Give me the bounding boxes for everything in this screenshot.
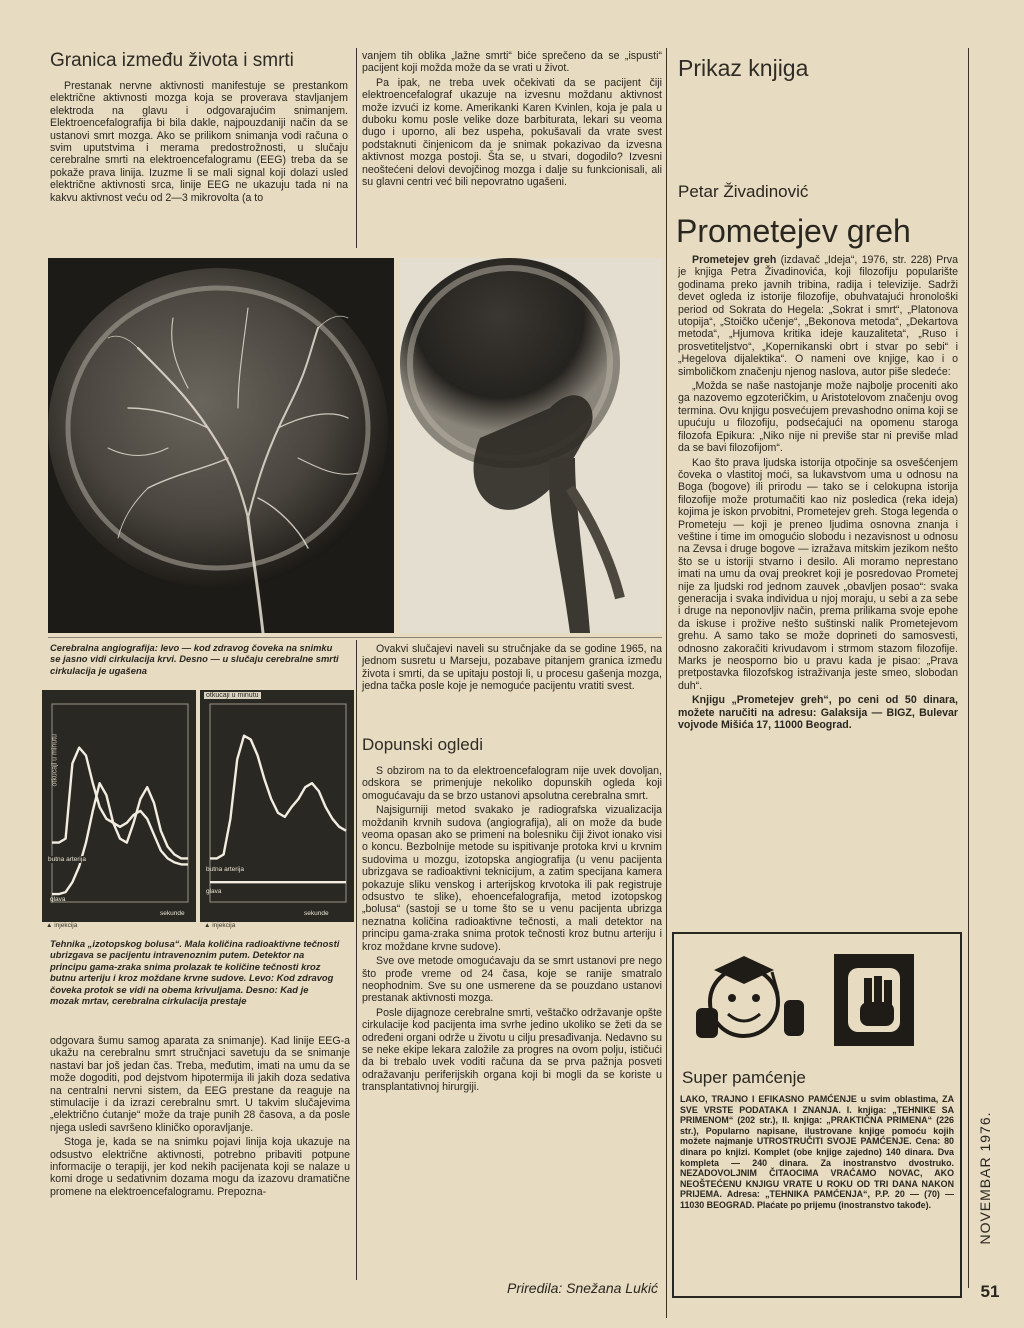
paragraph: Kao što prava ljudska istorija otpočinje sa osvešćenjem čoveka o vlastitoj moći, sa lukavstvom uma u odnosu na Boga (bogove) ili prirodu — tako se i celokupna istorija filozofije može protumačiti kao niz posledica (reka ideja) kojima je iskon prvobitni, Prometejev greh. Stoga legenda o Prometeju — koji je preneo ljudima osnovna znanja i veštine i time im omogućio slobodu i nezavisnost u odnosu na Zevsa i druge bogove — izražava mitskim jezikom nešto što se u istoriji stvarno i desilo. Ali moramo neprestano imati na umu da ovaj preokret koji je posredovao Prometej nije za ljudski rod jednom zauvek „obavljen posao“: svaka generacija i svaka individua u njoj moraju, u sebi a za sebe i druge na neponovljiv način, prema prilikama svoje epohe da iskuse i proživе nešto suštinski nalik Prometejevom grehu. A samo tako se može doprinetі do samosvesti, odnosno zakoračiti krivudavom i strmom stazom filozofije. Marks je neosporno bio u pravu kada je pisao: „Prava pretpostavka filozofskog istraživanja jeste smeo, slobodan duh“. [678, 456, 958, 692]
paragraph: Sve ove metode omogućavaju da se smrt ustanovi pre nego što prođe vreme od 24 časa, koje se ranije smatralo neophodnim. Sve su one usmerene da se pouzdano ustanovi prestanak aktivnosti mozga. [362, 955, 662, 1005]
chart-series-label: butna arterija [206, 866, 244, 873]
paragraph [678, 254, 958, 378]
section-title: Prikaz knjiga [678, 55, 809, 81]
byline: Priredila: Snežana Lukić [507, 1280, 658, 1296]
chart-xlabel: sekunde [160, 910, 185, 917]
column-rule [356, 48, 357, 248]
chart-series-label: butna arterija [48, 856, 86, 863]
column-rule [356, 640, 357, 1280]
chart-ylabel: otkucaji u minutu [206, 692, 259, 699]
skull-nonfilling-illustration [400, 258, 662, 633]
angiography-photo-healthy [48, 258, 394, 633]
paragraph-text: (izdavač „Ideja“, 1976, str. 228) Prva je knjiga Petra Živadinovića, koji filozofiju popularište godinama preko javnih tribina, radija i televizije. Sadrži devet ogleda iz istorije filozofije, obuhvatajući hronološki period od Sokrata do Hegela: „Sokrat i smrt“, „Platonova utopija“, „Stoičko učenje“, „Bekonova metoda“, „Dekartova metoda“, „Hjumova kritika ideje kauzaliteta“, „Ruso i prosvetiteljstvo“, „Kopernikanski obrt i stvar po sebi“ i „Hegelova dijalektika“. O nameni ove knjige, kao i o simboličkom značenju njenog naslova, autor piše sledeće: [678, 254, 958, 378]
issue-date: NOVEMBAR 1976. [977, 1111, 993, 1245]
photo-divider [48, 637, 662, 638]
skull-angiogram-illustration [48, 258, 394, 633]
col2-bottom-text-b [362, 765, 662, 1096]
section-subhead: Dopunski ogledi [362, 735, 483, 754]
chart-injection-label: ▲ injekcija [204, 922, 236, 929]
col2-top-text [362, 50, 662, 190]
col2-bottom-text-a [362, 643, 662, 695]
chart-series-label: glava [50, 896, 66, 903]
chart-ylabel: otkucaji u minutu [51, 733, 59, 787]
chart-xlabel: sekunde [304, 910, 329, 917]
order-info: Knjigu „Prometejev greh“, po ceni od 50 dinara, možete naručiti na adresu: Galaksija — BIGZ, Bulevar vojvode Mišića 17, 11000 Beograd. [678, 694, 958, 732]
paragraph: vanjem tih oblika „lažne smrti“ biće sprečeno da se „ispusti“ pacijent koji možda može da se vrati u život. [362, 50, 662, 75]
photo-caption: Cerebralna angiografija: levo — kod zdravog čoveka na snimku se jasno vidi cirkulacija krvi. Desno — u slučaju cerebralne smrti cirkulacija je ugašena [50, 642, 339, 676]
ad-box [672, 932, 962, 1298]
paragraph: Pa ipak, ne treba uvek očekivati da se pacijent čiji elektroencefalograf ukazuje na izvesnu moždanu aktivnost može izvući iz kome. Amerikanki Karen Kvinlen, koja je pala u duboku komu posle velike doze barbiturata, lekari su veoma dugo i uporno, ali bez uspeha, pokušavali da vrate svest podstaknuti činjenicom da je snimak pokazivao da izvesna aktivnost mozga postoji. Šta se, u stvari, dogodilo? Izvesni neoštećeni delovi devojčinog mozga i dalje su funkcionisali, ali su glavni centri već bili nepovratno ugašeni. [362, 76, 662, 189]
paragraph: odgovara šumu samog aparata za snimanje). Kad linije EEG-a ukažu na cerebralnu smrt stručnjaci savetuju da se snimanje nastavi bar još jedan čas. Treba, međutim, imati na umu da se može dogoditi, pod dejstvom hipotermija ili jakih doza sedativa na centralni nervni sistem, da EEG prestane da reaguje na stimulacije i da izrazi cerebralnu smrt. U takvim slučajevima „električno ćutanje“ može da traje punih 28 časova, a da posle njega usledi savršeno kliničko oporavljanje. [50, 1035, 350, 1134]
paragraph: Najsigurniji metod svakako je radiografska vizualizacija moždanih krvnih sudova (angiografija), ali on može da bude veoma opasan ako se primeni na bolesniku čiji život ionako visi o koncu. Bezbolnije metode su ispitivanje protoka krvi u krvnim sudovima u mozgu, izotopska angiografija (u venu pacijenta ubrizgava se radioaktivni teknicijum, a zatim specijana kamera pokazuje sliku venskog i arterijskog krvotoka ili pak registruje odsustvo te slike), ehoencefalografija, metod izotopskog „bolusa“ (sastoji se u tome što se u venu pacijenta ubrizga neznatna količina radioaktivne tečnosti, a mali detektor na principu gama-zraka snima protok tečnosti kroz butnu arteriju i kroz moždane krvne sudove). [362, 804, 662, 953]
paragraph: „Možda se naše nastojanje može najbolje proceniti ako ga nazovemo egzoteričkim, u Aristotelovom značenju ovog termina. Ovu knjigu posvećujem prevashodno onima koji se upućuju u filozofiju, podsećajući na opomenu staroga filozofa Epikura: „Niko nije ni previše star ni previše mlad da se bavi filozofijom“. [678, 380, 958, 455]
ad-title: Super pamćenje [682, 1068, 806, 1087]
bolus-chart-brain-death-svg [200, 690, 354, 922]
cartoon-head-icon [674, 934, 960, 1054]
chart-frame [52, 704, 188, 902]
book-title: Prometejev greh [676, 213, 911, 249]
col1-bottom-text [50, 1035, 350, 1200]
bolus-chart-healthy [42, 690, 196, 922]
book-author: Petar Živadinović [678, 182, 809, 201]
article-intro: Prestanak nervne aktivnosti manifestuje se prestankom električne aktivnosti mozga koja se proverava stavljanjem elektroda na glavu i odgovarajućim snimanjem. Elektroencefalografija bi bila dakle, najpouzdaniji način da se ustanovi smrt mozga. Ako se prilikom snimanja vodi računa o svim uputstvima i merama predostrožnosti, u slučaju cerebralne smrti na elektroencefalogramu (EEG) treba da se pokaže prava linija. Izuzme li se mali signal koji dolazi usled električne aktivnosti srca, linije EEG ne ukazuju tada ni na kakvu aktivnost veću od 2—3 mikrovolta (a to [50, 80, 348, 204]
book-review-text [678, 254, 958, 733]
book-title-inline: Prometejev greh [692, 254, 777, 266]
column-rule [666, 48, 667, 1318]
bolus-chart-healthy-svg [42, 690, 196, 922]
chart-caption: Tehnika „izotopskog bolusa“. Mala količina radioaktivne tečnosti ubrizgava se pacijentu intravenoznim putem. Detektor na principu gama-zraka snima prolazak te količine tečnosti kroz butnu arteriju i kroz moždane krvne sudove. Levo: Kod zdravog čoveka protok se vidi na obema krivuljama. Desno: Kad je mozak mrtav, cerebralna cirkulacija prestaje [50, 938, 340, 1007]
angiography-photo-brain-death [400, 258, 662, 633]
paragraph: Posle dijagnoze cerebralne smrti, veštačko održavanje opšte cirkulacije kod pacijenta ima svrhe jedino ukoliko se žeti da se određeni organi održe u životu u cilju presađivanja. Nedavno su se neke ekipe lekara založile za progres na ovom polju, ističući da bi trebalo uvek voditi računa da se prva pažnja posveti odražavanju periferijskih organa koji bi mogli da se koriste u transplantativnoj hirurgiji. [362, 1006, 662, 1094]
chart-injection-label: ▲ injekcija [46, 922, 78, 929]
chart-series-label: glava [206, 888, 222, 895]
page-number: 51 [980, 1282, 1000, 1301]
series-line-glava [52, 783, 188, 894]
ad-text: LAKO, TRAJNO I EFIKASNO PAMĆENJE u svim oblastima, ZA SVE VRSTE PODATAKA I ZNANJA. I. knjiga: „TEHNIKE SA PRIMENOM“ (202 str.), II. knjiga: „PRAKTIČNA PRIMENA“ (226 str.), Popularno napisane, ilustrovane knjige pomoću kojih možete najmanje UTROSTRUČITI SVOJE PAMĆENJE. Cena: 80 dinara po knjizi. Komplet (obe knjige zajedno) 140 dinara. Dva kompleta — 240 dinara. Za inostranstvo dvostruko. NEZADOVOLJNIM ČITAOCIMA VRAĆAMO NOVAC, AKO NEOŠTEĆENU KNJIGU VRATE U ROKU OD TRI DANA NAKON PRIJEMA. Adresa: „TEHNIKA PAMĆENJA“, P.P. 20 — (70) — 11030 BEOGRAD. Plaćate po prijemu (inostranstvo takođe). [680, 1094, 954, 1210]
paragraph: Ovakvi slučajevi naveli su stručnjake da se godine 1965, na jednom susretu u Marseju, pozabave pitanjem granica između života i smrti, da se upitaju postoji li, u procesu gašenja mozga, jedna tačka posle koje je nemoguće pacijentu vratiti svest. [362, 643, 662, 693]
paragraph: Stoga je, kada se na snimku pojavi linija koja ukazuje na odsustvo električne aktivnosti, potrebno pribaviti potpune informacije o terapiji, jer kod nekih pacijenata koji se nalaze u komi droge u sedativnim dozama mogu da izazovu dramatične promene na elektroencefalogramu. Prepozna- [50, 1136, 350, 1198]
series-line-butna-arterija [210, 736, 346, 859]
paragraph: S obzirom na to da elektroencefalogram nije uvek dovoljan, odskora se primenjuje nekoliko dopunskih ogleda koji omogućavaju da se brzo ustanovi apsolutna cerebralna smrt. [362, 765, 662, 802]
column-rule [968, 48, 969, 1288]
bolus-chart-brain-death [200, 690, 354, 922]
article-title: Granica između života i smrti [50, 50, 294, 71]
